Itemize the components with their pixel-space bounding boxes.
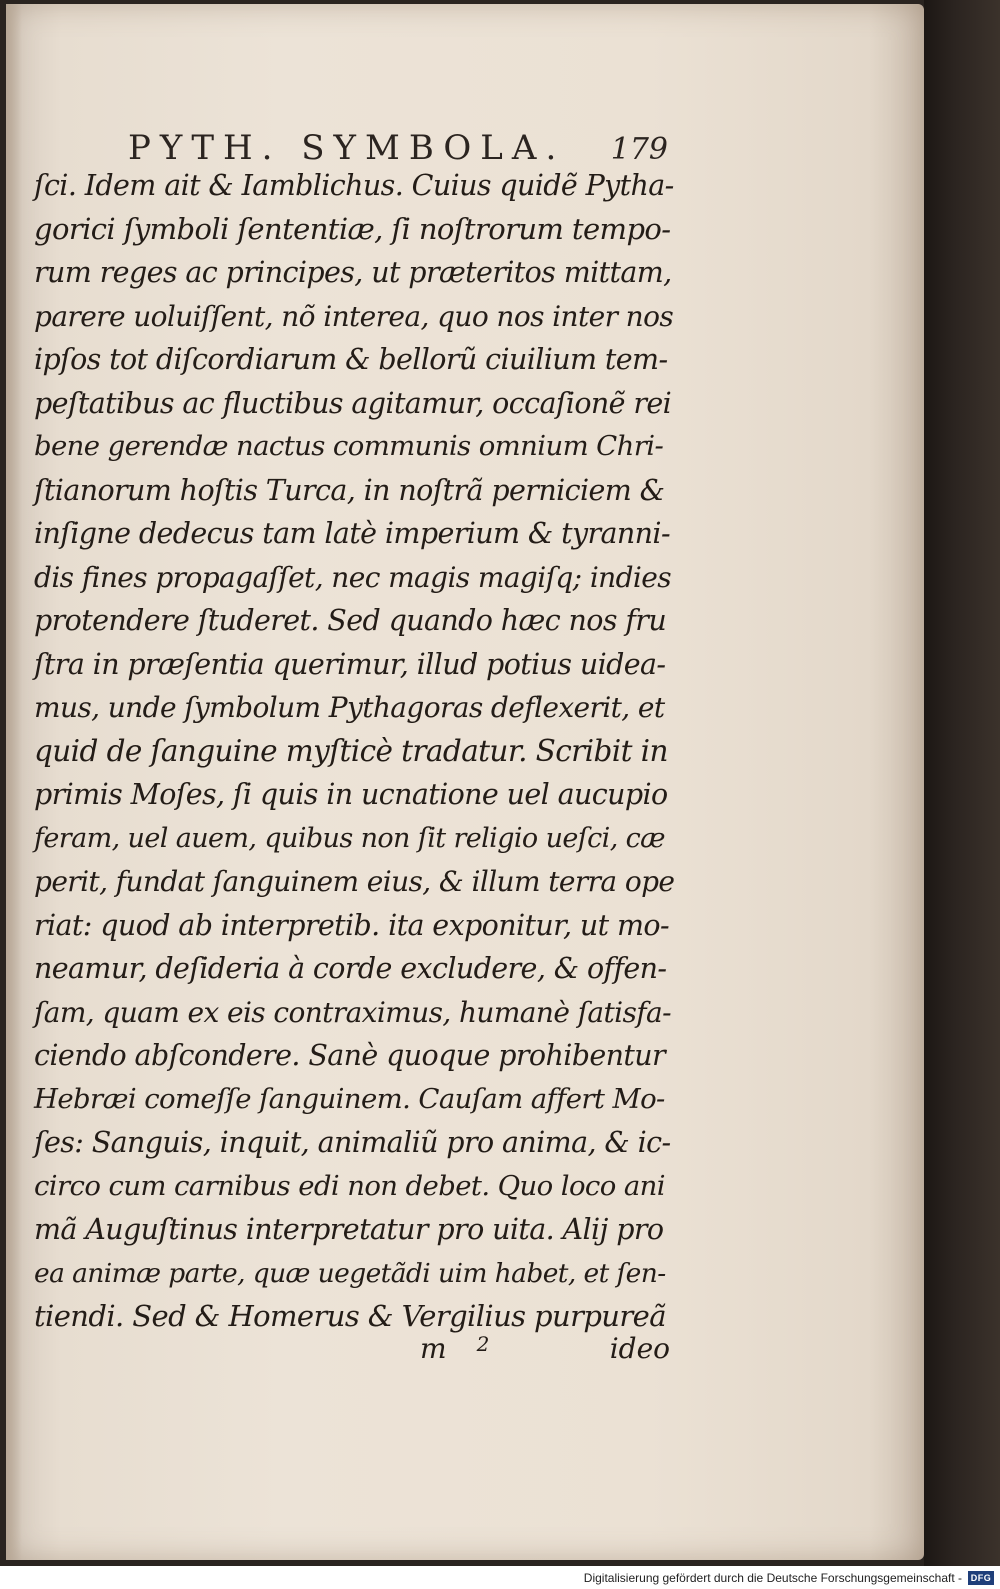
text-line: tiendi. Sed & Homerus & Vergilius purpureã [34,1299,666,1333]
text-line: ipſos tot diſcordiarum & bellorũ ciuilium tem- [34,343,668,376]
text-line: riat: quod ab interpretib. ita exponitur, ut mo- [34,908,670,942]
digitization-footer [0,1566,1000,1589]
signature-number: 2 [476,1332,490,1356]
text-line: ſam, quam ex eis contraximus, humanè ſatisfa- [34,995,671,1029]
text-line: gorici ſymboli ſententiæ, ſi noſtrorum tempo- [34,211,671,246]
text-line: bene gerendæ nactus communis omnium Chri- [34,430,664,462]
text-line: ſtra in præſentia querimur, illud potius uidea- [34,647,666,681]
page-gutter-shadow [6,4,22,1560]
text-line: neamur, deſideria à corde excludere, & offen- [34,952,667,985]
text-line: Hebræi comeſſe ſanguinem. Cauſam affert Mo- [34,1082,665,1115]
text-line: inſigne dedecus tam latè imperium & tyranni- [34,517,670,550]
text-line: primis Moſes, ſi quis in ucnatione uel aucupio [34,778,668,811]
catchword: ideo [609,1332,670,1365]
running-title: PYTH. SYMBOLA. [128,128,566,168]
text-line: ſci. Idem ait & Iamblichus. Cuius quidẽ Pytha- [34,169,674,202]
text-line: parere uoluiſſent, nõ interea, quo nos inter nos [34,299,674,333]
page-number: 179 [610,132,668,167]
text-line: peſtatibus ac fluctibus agitamur, occaſionẽ rei [34,386,672,420]
text-line: ſtianorum hoſtis Turca, in noſtrã perniciem & [34,473,665,507]
book-edge-shadow [924,0,1000,1566]
text-line: circo cum carnibus edi non debet. Quo loco ani [34,1169,665,1202]
signature-mark: m [420,1332,447,1365]
page-footer-marks [420,1332,670,1365]
text-line: dis fines propagaſſet, nec magis magiſq; indies [34,560,672,594]
text-line: mus, unde ſymbolum Pythagoras deflexerit, et [34,691,665,724]
text-line: perit, fundat ſanguinem eius, & illum terra ope [34,865,675,898]
running-head [128,128,668,168]
body-text [34,164,674,1339]
text-line: mã Auguſtinus interpretatur pro uita. Alij pro [34,1213,664,1246]
funding-credit: Digitalisierung gefördert durch die Deutsche Forschungsgemeinschaft - [583,1570,962,1585]
text-line: ſes: Sanguis, inquit, animaliũ pro anima, & ic- [34,1126,671,1159]
text-line: rum reges ac principes, ut præteritos mittam, [34,256,672,289]
text-line: ea animæ parte, quæ uegetãdi uim habet, et ſen- [34,1257,666,1289]
text-line: protendere ſtuderet. Sed quando hæc nos fru [34,604,667,637]
text-line: ciendo abſcondere. Sanè quoque prohibentur [34,1039,666,1072]
text-line: quid de ſanguine myſticè tradatur. Scribit in [34,733,668,768]
text-line: feram, uel auem, quibus non ſit religio ueſci, cæ [34,822,665,854]
dfg-logo: DFG [968,1571,994,1585]
